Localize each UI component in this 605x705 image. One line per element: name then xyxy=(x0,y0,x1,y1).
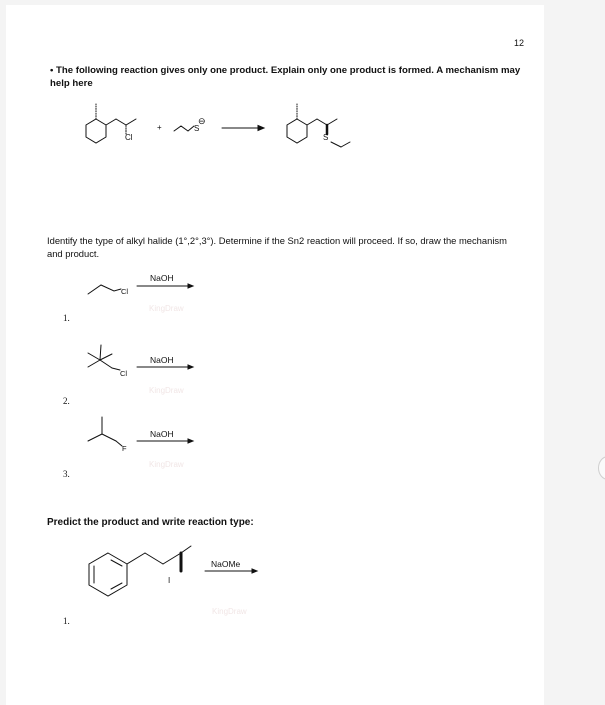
q1-chlorine-label: Cl xyxy=(125,133,133,142)
q1-product-molecule xyxy=(287,104,350,147)
q1-nucleophile-molecule xyxy=(174,126,194,131)
q2-item2-reagent: NaOH xyxy=(150,355,174,365)
q1-plus-sign: + xyxy=(157,123,162,132)
q3-watermark: KingDraw xyxy=(212,607,247,616)
question-3-heading: Predict the product and write reaction type: xyxy=(47,517,254,528)
q2-item1-number: 1. xyxy=(63,313,70,323)
q2-item2-halogen: Cl xyxy=(120,369,128,378)
q3-arrow xyxy=(205,569,257,573)
q2-item1-molecule xyxy=(88,285,121,294)
question-2-prompt: Identify the type of alkyl halide (1°,2°,3°). Determine if the Sn2 reaction will proceed. If so, draw the mechanism and product. xyxy=(47,235,507,259)
q2-item2-molecule xyxy=(88,345,120,370)
q2-item1-halogen: Cl xyxy=(121,287,129,296)
question-1-prompt: The following reaction gives only one product. Explain only one product is formed. A mechanism may help here xyxy=(50,65,521,89)
q2-item1-watermark: KingDraw xyxy=(149,304,184,313)
q2-item3-arrow xyxy=(137,439,193,443)
q2-item1-reagent: NaOH xyxy=(150,273,174,283)
q3-reagent: NaOMe xyxy=(211,559,241,569)
q2-item2-number: 2. xyxy=(63,396,70,406)
q2-item2-arrow xyxy=(137,365,193,369)
q3-iodine-label: I xyxy=(168,576,171,585)
q2-item3-number: 3. xyxy=(63,469,70,479)
q2-item3-halogen: F xyxy=(122,444,127,453)
q1-product-sulfur-label: S xyxy=(323,133,329,142)
q2-item1-arrow xyxy=(137,284,193,288)
q2-item3-molecule xyxy=(88,417,122,446)
question-1-text xyxy=(50,64,530,90)
q1-sulfur-label: S xyxy=(194,124,200,133)
q1-negative-charge: ⊖ xyxy=(198,116,206,126)
q2-item3-watermark: KingDraw xyxy=(149,460,184,469)
q2-item3-reagent: NaOH xyxy=(150,429,174,439)
q3-item-number: 1. xyxy=(63,616,70,626)
q2-item2-watermark: KingDraw xyxy=(149,386,184,395)
bullet-point: • xyxy=(50,65,54,76)
q3-molecule xyxy=(89,546,191,596)
q1-reaction-arrow xyxy=(222,126,264,131)
page-number: 12 xyxy=(514,38,525,48)
